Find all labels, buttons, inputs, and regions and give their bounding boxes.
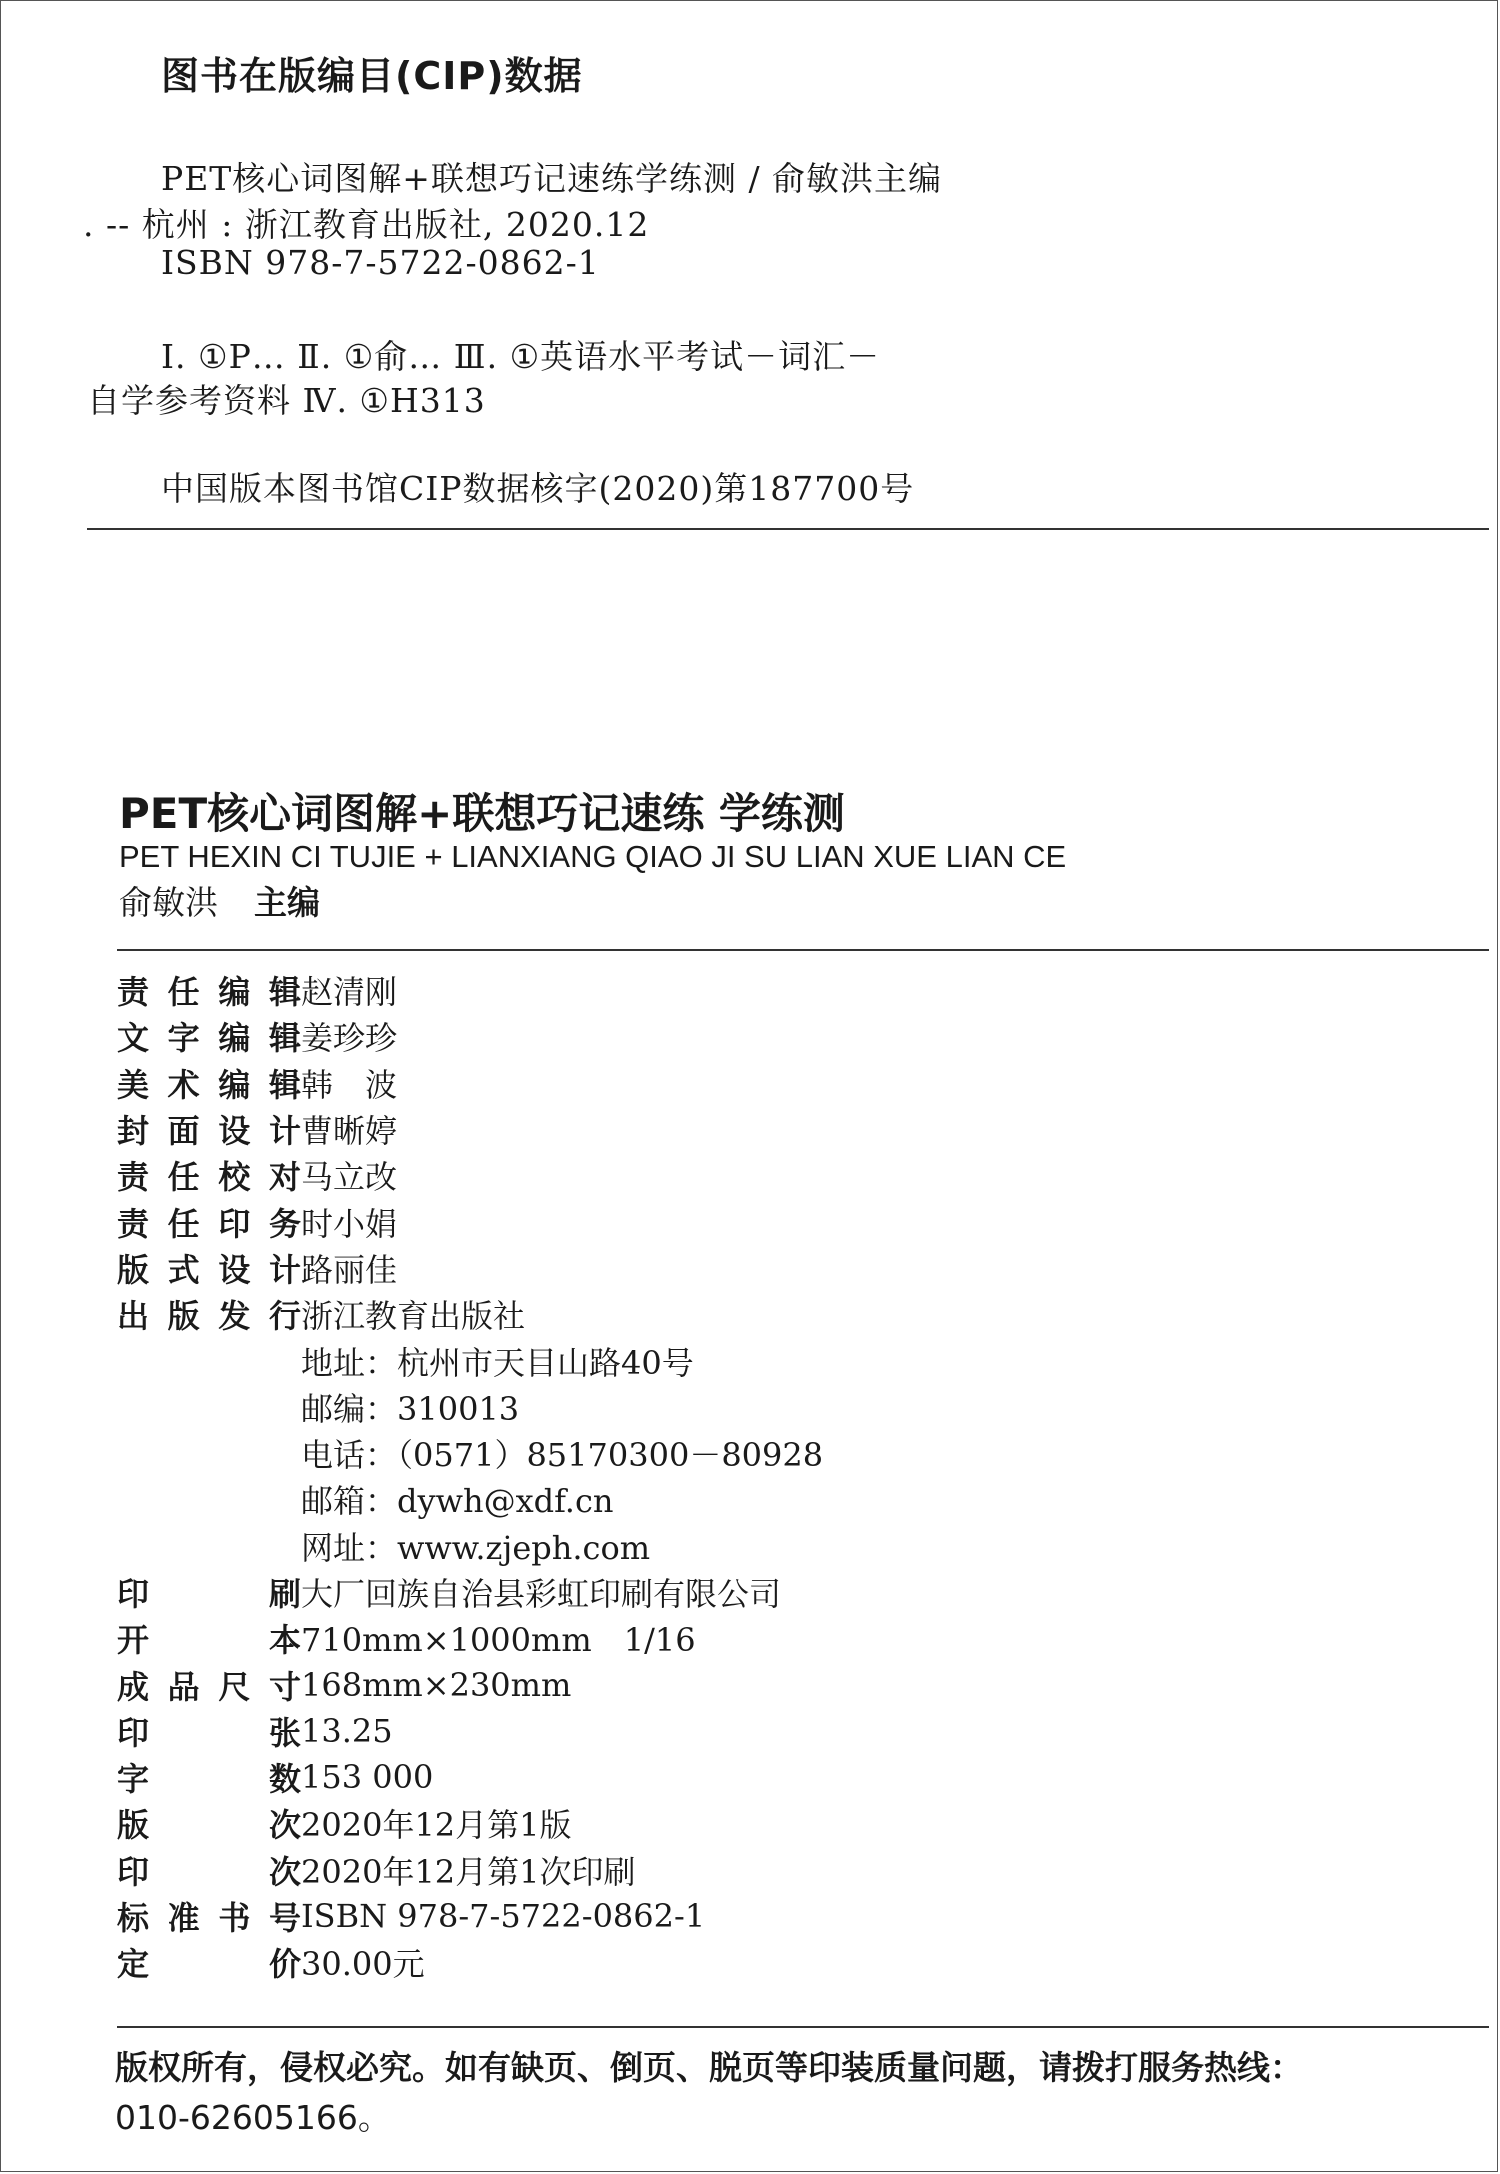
credit-label — [117, 1337, 301, 1383]
cip-classification-line-2: 自学参考资料 Ⅳ. ①H313 — [87, 381, 486, 420]
author-name: 俞敏洪 — [119, 883, 218, 922]
credit-row — [117, 1569, 823, 1615]
credit-row — [117, 1847, 823, 1893]
credit-label: 定 价 — [117, 1945, 301, 1984]
credit-value: 马立改 — [301, 1158, 398, 1197]
credit-row — [117, 1939, 823, 1985]
cip-classification-line: Ⅰ. ①P… Ⅱ. ①俞… Ⅲ. ①英语水平考试－词汇－ — [161, 337, 881, 376]
credit-row — [117, 1337, 823, 1383]
credit-value: ISBN 978-7-5722-0862-1 — [301, 1897, 706, 1936]
credit-row — [117, 1291, 823, 1337]
cip-title-line: PET核心词图解+联想巧记速练学练测 / 俞敏洪主编 — [161, 159, 943, 198]
cip-record-number: 中国版本图书馆CIP数据核字(2020)第187700号 — [161, 469, 915, 508]
credits-table — [117, 967, 823, 1986]
credit-value: 曹晰婷 — [301, 1112, 398, 1151]
credit-label: 标准书号 — [117, 1899, 301, 1938]
cip-publisher-line: . -- 杭州 : 浙江教育出版社, 2020.12 — [83, 205, 650, 244]
credit-row — [117, 1661, 823, 1707]
copyright-text: 版权所有，侵权必究。如有缺页、倒页、脱页等印装质量问题，请拨打服务热线： — [115, 2048, 1303, 2087]
credit-row — [117, 1476, 823, 1522]
credit-label: 印 张 — [117, 1713, 301, 1752]
publisher-website: 网址：www.zjeph.com — [301, 1528, 651, 1567]
credit-label: 开 本 — [117, 1621, 301, 1660]
credit-row — [117, 1615, 823, 1661]
copyright-notice — [115, 2043, 1495, 2143]
credit-label: 文字编辑 — [117, 1019, 301, 1058]
credit-value: 路丽佳 — [301, 1250, 398, 1289]
credit-label: 责任印务 — [117, 1204, 301, 1243]
credit-label: 责任校对 — [117, 1158, 301, 1197]
credit-value: 168mm×230mm — [301, 1665, 572, 1704]
credit-value: 大厂回族自治县彩虹印刷有限公司 — [301, 1575, 782, 1613]
credit-value: 710mm×1000mm 1/16 — [301, 1621, 696, 1660]
credit-label — [117, 1430, 301, 1476]
credit-label: 字 数 — [117, 1760, 301, 1799]
credit-value: 2020年12月第1次印刷 — [301, 1852, 636, 1891]
credit-row — [117, 1198, 823, 1244]
credit-row — [117, 1523, 823, 1569]
publisher-postcode: 邮编：310013 — [301, 1389, 520, 1428]
publisher-phone: 电话：（0571）85170300－80928 — [301, 1436, 824, 1475]
credit-label: 印 刷 — [117, 1575, 301, 1613]
credit-value: 30.00元 — [301, 1945, 425, 1984]
credit-value: 153 000 — [301, 1758, 434, 1797]
publisher-email: 邮箱：dywh@xdf.cn — [301, 1482, 614, 1521]
divider-top — [87, 528, 1489, 530]
credit-value: 韩 波 — [301, 1065, 398, 1104]
credit-row — [117, 967, 823, 1013]
cip-isbn-line: ISBN 978-7-5722-0862-1 — [161, 243, 600, 282]
credit-label: 封面设计 — [117, 1112, 301, 1151]
publisher-address: 地址：杭州市天目山路40号 — [301, 1343, 694, 1382]
credit-label: 美术编辑 — [117, 1065, 301, 1104]
credit-row — [117, 1893, 823, 1939]
credit-label: 版式设计 — [117, 1250, 301, 1289]
book-title: PET核心词图解+联想巧记速练 学练测 — [119, 789, 845, 838]
credit-value: 浙江教育出版社 — [301, 1297, 526, 1336]
credit-label — [117, 1476, 301, 1522]
credit-row — [117, 1013, 823, 1059]
credit-row — [117, 1152, 823, 1198]
credit-value: 2020年12月第1版 — [301, 1806, 572, 1845]
credit-value: 时小娟 — [301, 1204, 398, 1243]
credit-row — [117, 1754, 823, 1800]
credit-label: 出版发行 — [117, 1297, 301, 1336]
credit-row — [117, 1430, 823, 1476]
credit-label: 印 次 — [117, 1852, 301, 1891]
credit-row — [117, 1708, 823, 1754]
divider-bottom — [117, 2026, 1489, 2028]
credit-label — [117, 1523, 301, 1569]
credit-row — [117, 1384, 823, 1430]
book-pinyin-title: PET HEXIN CI TUJIE + LIANXIANG QIAO JI SU LIAN XUE LIAN CE — [119, 839, 1067, 874]
credit-label: 责任编辑 — [117, 973, 301, 1012]
divider-middle — [117, 949, 1489, 951]
credit-label: 成品尺寸 — [117, 1667, 301, 1706]
book-author-line — [119, 877, 320, 924]
credit-row — [117, 1800, 823, 1846]
credit-row — [117, 1106, 823, 1152]
author-role: 主编 — [254, 883, 320, 922]
credit-label: 版 次 — [117, 1806, 301, 1845]
credit-value: 姜珍珍 — [301, 1019, 398, 1058]
cip-heading: 图书在版编目(CIP)数据 — [161, 54, 583, 98]
credit-value: 13.25 — [301, 1711, 393, 1750]
credit-row — [117, 1245, 823, 1291]
credit-row — [117, 1060, 823, 1106]
credit-label — [117, 1384, 301, 1430]
credit-value: 赵清刚 — [301, 973, 398, 1012]
service-hotline: 010-62605166。 — [115, 2098, 391, 2137]
